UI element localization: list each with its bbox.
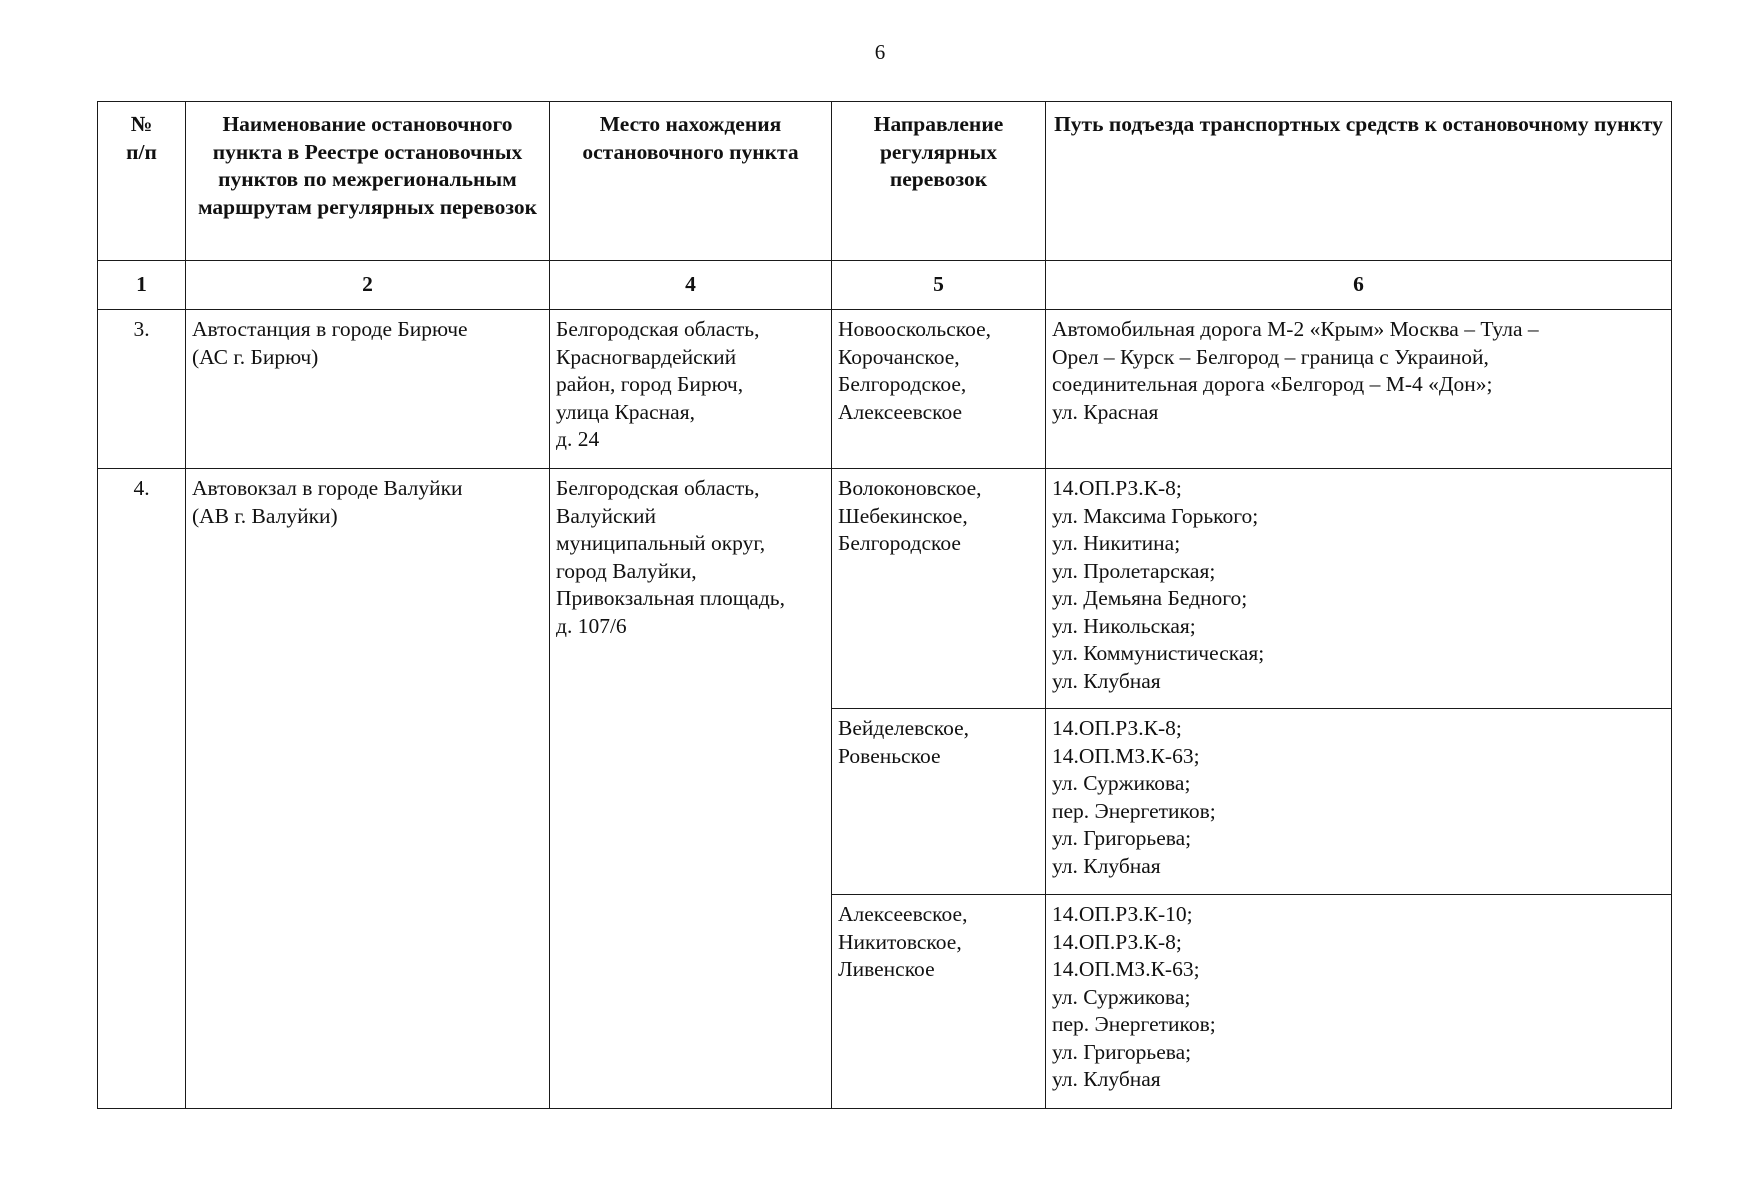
access-path: 14.ОП.РЗ.К-8; 14.ОП.МЗ.К-63; ул. Суржикова; пер. Энергетиков; ул. Григорьева; ул. Клубная [1046,709,1672,895]
access-path: 14.ОП.РЗ.К-8; ул. Максима Горького; ул. Никитина; ул. Пролетарская; ул. Демьяна Бедного; ул. Никольская; ул. Коммунистическая; ул. Клубная [1046,469,1672,709]
column-number: 6 [1046,261,1672,310]
column-number-row [98,261,1672,310]
stop-name: Автостанция в городе Бирюче (АС г. Бирюч) [186,310,550,469]
access-path: Автомобильная дорога М-2 «Крым» Москва – Тула – Орел – Курск – Белгород – граница с Украиной, соединительная дорога «Белгород – М-4 «Дон»; ул. Красная [1046,310,1672,469]
route-direction: Вейделевское, Ровеньское [832,709,1046,895]
column-number: 2 [186,261,550,310]
column-number: 1 [98,261,186,310]
stop-location: Белгородская область, Красногвардейский район, город Бирюч, улица Красная, д. 24 [550,310,832,469]
stop-name: Автовокзал в городе Валуйки (АВ г. Валуйки) [186,469,550,1109]
header-number: № п/п [98,102,186,261]
table-row [98,310,1672,469]
header-location: Место нахождения остановочного пункта [550,102,832,261]
column-number: 4 [550,261,832,310]
page-number: 6 [874,40,886,64]
route-direction: Волоконовское, Шебекинское, Белгородское [832,469,1046,709]
stops-table [97,101,1672,1109]
header-stop-name: Наименование остановочного пункта в Реестре остановочных пунктов по межрегиональным маршрутам регулярных перевозок [186,102,550,261]
route-direction: Новооскольское, Корочанское, Белгородское, Алексеевское [832,310,1046,469]
column-number: 5 [832,261,1046,310]
stop-location: Белгородская область, Валуйский муниципальный округ, город Валуйки, Привокзальная площадь, д. 107/6 [550,469,832,1109]
header-row [98,102,1672,261]
row-number: 4. [98,469,186,1109]
header-access-path: Путь подъезда транспортных средств к остановочному пункту [1046,102,1672,261]
row-number: 3. [98,310,186,469]
route-direction: Алексеевское, Никитовское, Ливенское [832,895,1046,1109]
table-row [98,469,1672,709]
header-direction: Направление регулярных перевозок [832,102,1046,261]
access-path: 14.ОП.РЗ.К-10; 14.ОП.РЗ.К-8; 14.ОП.МЗ.К-63; ул. Суржикова; пер. Энергетиков; ул. Григорьева; ул. Клубная [1046,895,1672,1109]
